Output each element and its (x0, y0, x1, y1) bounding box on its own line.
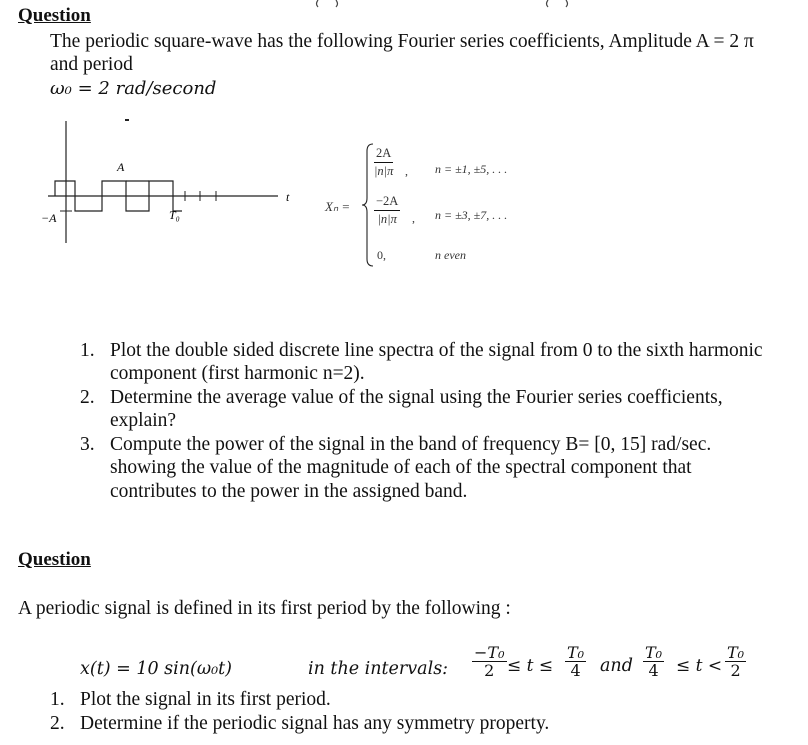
coeff-case2-den: |n|π (377, 212, 397, 226)
comma-1: , (405, 164, 408, 178)
q1-task-2-line1: Determine the average value of the signal using the Fourier series coefficients, (110, 387, 723, 408)
q2-task-2-text: Determine if the periodic signal has any symmetry property. (80, 713, 550, 734)
coeff-brace (361, 143, 375, 268)
interval-3-fraction (643, 644, 664, 679)
interval-1-den: 2 (484, 661, 495, 680)
q1-task-1-line2: component (first harmonic n=2). (110, 363, 365, 384)
coeff-case1-den: |n|π (374, 164, 394, 178)
wave-label-A: A (117, 160, 125, 174)
intervals-label: in the intervals: (308, 659, 449, 679)
interval-le-1: ≤ t ≤ (507, 656, 554, 676)
q1-task-3-line2: showing the value of the magnitude of each of the spectral component that (110, 457, 692, 478)
wave-label-T0: T₀ (169, 208, 180, 222)
q1-task-2-num: 2. (80, 387, 95, 408)
question-1-heading: Question (18, 5, 91, 26)
interval-3-den: 4 (648, 661, 659, 680)
interval-3-num: T₀ (645, 643, 663, 662)
coeff-case1-fraction (374, 145, 393, 180)
coeff-case2-condition: n = ±3, ±7, . . . (435, 208, 508, 222)
signal-equation: x(t) = 10 sin(ω₀t) (80, 659, 232, 679)
q1-task-3-num: 3. (80, 434, 95, 455)
square-wave-figure (40, 115, 300, 245)
interval-4-den: 2 (730, 661, 741, 680)
coeff-case2-fraction (374, 193, 400, 228)
question-2-intro: A periodic signal is defined in its first period by the following : (18, 598, 511, 619)
q2-task-1-text: Plot the signal in its first period. (80, 689, 331, 710)
question-1-intro-line2: and period (50, 54, 133, 75)
interval-2-num: T₀ (567, 643, 585, 662)
question-1-intro-line1: The periodic square-wave has the following Fourier series coefficients, Amplitude A = 2 π (50, 31, 754, 52)
q1-task-3-line3: contributes to the power in the assigned band. (110, 481, 468, 502)
q1-task-1-num: 1. (80, 340, 95, 361)
wave-label-t: t (286, 190, 290, 204)
interval-and: and (600, 656, 633, 676)
coeff-case3-value: 0, (377, 248, 386, 262)
interval-2-den: 4 (570, 661, 581, 680)
interval-1-num: −T₀ (474, 643, 505, 662)
interval-4-num: T₀ (727, 643, 745, 662)
interval-2-fraction (565, 644, 586, 679)
q1-task-3-line1: Compute the power of the signal in the band of frequency B= [0, 15] rad/sec. (110, 434, 712, 455)
interval-4-fraction (725, 644, 746, 679)
comma-2: , (412, 211, 415, 225)
q1-task-2-line2: explain? (110, 410, 177, 431)
interval-1-fraction (472, 644, 507, 679)
coeff-case1-condition: n = ±1, ±5, . . . (435, 162, 508, 176)
wave-label-negA: −A (41, 211, 57, 225)
q2-task-2-num: 2. (50, 713, 65, 734)
cropped-top-remnant (300, 0, 600, 8)
coeff-lhs: Xₙ = (325, 199, 351, 214)
question-2-heading: Question (18, 549, 91, 570)
q1-task-1-line1: Plot the double sided discrete line spectra of the signal from 0 to the sixth harmonic (110, 340, 763, 361)
interval-le-2: ≤ t < (676, 656, 723, 676)
q2-task-1-num: 1. (50, 689, 65, 710)
omega-definition: ω₀ = 2 rad/second (50, 78, 217, 99)
coeff-case1-num: 2A (374, 145, 393, 163)
coeff-case2-num: −2A (374, 193, 400, 211)
coeff-case3-condition: n even (435, 248, 466, 262)
